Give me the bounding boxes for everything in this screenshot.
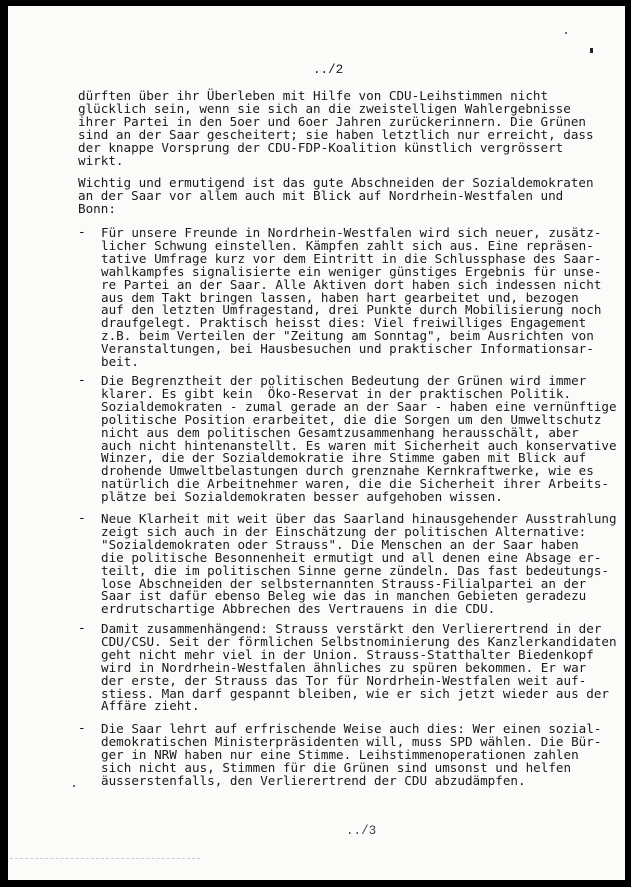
bullet-dash: - bbox=[78, 374, 86, 388]
bullet-text: Neue Klarheit mit weit über das Saarland hinausgehender Ausstrahlung zeigt sich auch in der Einschätzung der politischen Alternative: "Sozialdemokraten oder Strauss". Die Menschen an der Saar haben die politische Besonnenheit ermutigt und all denen eine Absage er- teilt, die im politischen Sinne gerne zündeln. Das fast bedeutungs- lose Abschneiden der selbsternannten Strauss-Filialpartei an der Saar ist dafür ebenso Beleg wie das in manchen Gebieten geradezu erdrutschartige Abbrechen des Vertrauens in die CDU. bbox=[101, 511, 617, 617]
bullet-text: Damit zusammenhängend: Strauss verstärkt den Verlierertrend in der CDU/CSU. Seit der förmlichen Selbstnominierung des Kanzlerkandidaten geht nicht mehr viel in der Union. Strauss-Statthalter Biedenkopf wird in Nordrhein-Westfalen ähnliches zu spüren bekommen. Er war der erste, der Strauss das Tor für Nordrhein-Westfalen weit auf- stiess. Man darf gespannt bleiben, wie er sich jetzt wieder aus der Affäre zieht. bbox=[101, 621, 617, 714]
lead-paragraph: Wichtig und ermutigend ist das gute Abschneiden der Sozialdemokraten an der Saar vor allem auch mit Blick auf Nordrhein-Westfalen und Bonn: bbox=[78, 175, 594, 216]
bullet-dash: - bbox=[78, 226, 86, 240]
bullet-text: Die Saar lehrt auf erfrischende Weise auch dies: Wer einen sozial- demokratischen Ministerpräsidenten will, muss SPD wählen. Die Bür- ger in NRW haben nur eine Stimme. Leihstimmenoperationen zahlen sich nicht aus, Stimmen für die Grünen sind umsonst und helfen äusserstenfalls, den Verlierertrend der CDU abzudämpfen. bbox=[101, 721, 602, 788]
document-page bbox=[8, 6, 625, 880]
page-number-bottom: ../3 bbox=[346, 824, 377, 838]
scan-speck bbox=[73, 785, 75, 787]
intro-paragraph: dürften über ihr Überleben mit Hilfe von CDU-Leihstimmen nicht glücklich sein, wenn sie sich an die zweistelligen Wahlergebnisse ihrer Partei in den 5oer und 6oer Jahren zurückerinnern. Die Grünen sind an der Saar gescheitert; sie haben letztlich nur erreicht, dass der knappe Vorsprung der CDU-FDP-Koalition künstlich vergrössert wirkt. bbox=[78, 88, 594, 168]
bullet-dash: - bbox=[78, 722, 86, 736]
bullet-text: Für unsere Freunde in Nordrhein-Westfalen wird sich neuer, zusätz- licher Schwung einstellen. Kämpfen zahlt sich aus. Eine repräsen- tative Umfrage kurz vor dem Eintritt in die Schlussphase des Saar- wahlkampfes signalisierte ein weniger günstiges Ergebnis für unse- re Partei an der Saar. Alle Aktiven dort haben sich indessen nicht aus dem Takt bringen lassen, haben hart gearbeitet und, bezogen auf den letzten Umfragestand, drei Punkte durch Mobilisierung noch draufgelegt. Praktisch heisst dies: Viel freiwilliges Engagement z.B. beim Verteilen der "Zeitung am Sonntag", beim Ausrichten von Veranstaltungen, bei Hausbesuchen und praktischer Informationsar- beit. bbox=[101, 225, 602, 370]
bullet-dash: - bbox=[78, 512, 86, 526]
scan-speck bbox=[565, 32, 567, 34]
scan-speck bbox=[590, 48, 593, 53]
scan-artifact-line bbox=[10, 858, 200, 860]
bullet-text: Die Begrenztheit der politischen Bedeutung der Grünen wird immer klarer. Es gibt kein Öko-Reservat in der praktischen Politik. Sozialdemokraten - zumal gerade an der Saar - haben eine vernünftige politische Position erarbeitet, die die Sorgen um den Umweltschutz nicht aus dem politischen Gesamtzusammenhang herausschält, aber auch nicht hintenanstellt. Es waren mit Sicherheit auch konservative Winzer, die der Sozialdemokratie ihre Stimme gaben mit Blick auf drohende Umweltbelastungen durch grenznahe Kernkraftwerke, wie es natürlich die Arbeitnehmer waren, die die Sicherheit ihrer Arbeits- plätze bei Sozialdemokraten besser aufgehoben wissen. bbox=[101, 373, 617, 505]
bullet-dash: - bbox=[78, 622, 86, 636]
page-number-top: ../2 bbox=[313, 63, 344, 77]
